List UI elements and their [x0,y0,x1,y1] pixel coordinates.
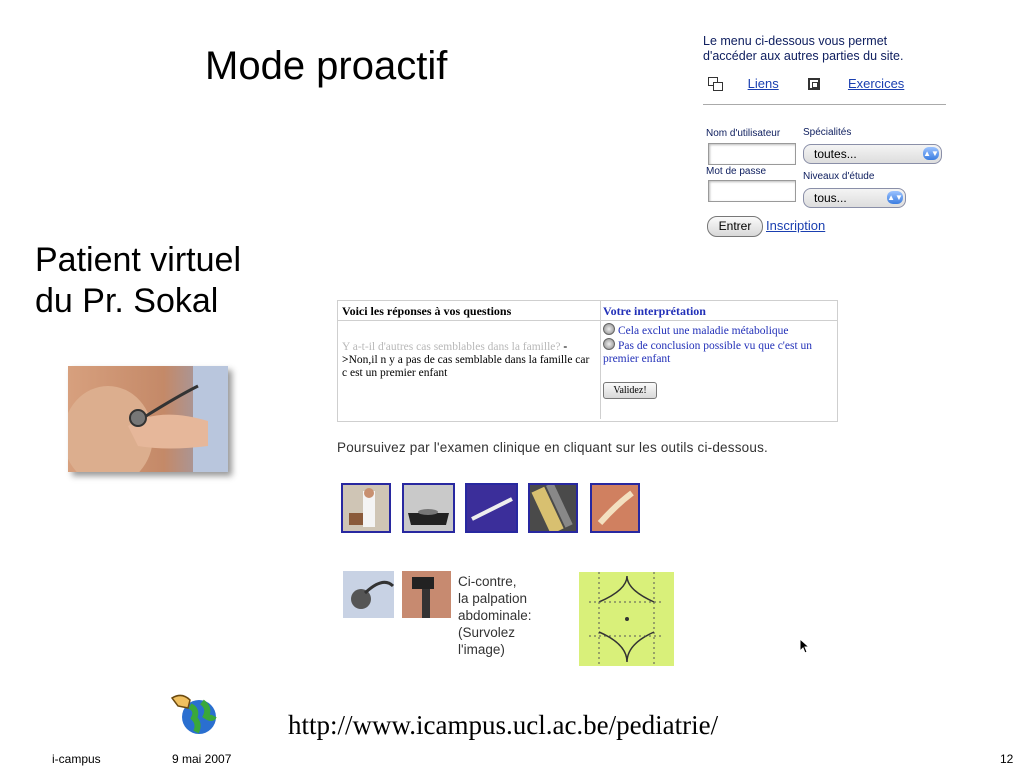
subtitle-line-1: Patient virtuel [35,241,241,279]
option-1-label: Cela exclut une maladie métabolique [618,325,789,337]
menu-divider [703,104,946,105]
response-text [342,341,592,380]
stethoscope-image[interactable] [343,571,394,618]
password-label: Mot de passe [706,166,767,177]
menu-intro [703,34,963,64]
measuring-ruler-tool[interactable] [528,483,578,533]
windows-icon [708,77,724,91]
footer-date: 9 mai 2007 [172,752,232,766]
caption-line: (Survolez [458,625,516,640]
weighing-scale-tool[interactable] [402,483,455,533]
responses-header: Voici les réponses à vos questions [342,304,512,318]
signup-link[interactable]: Inscription [766,218,826,233]
radio-button-icon[interactable] [603,338,615,350]
doctor-examining-tool[interactable] [341,483,391,533]
specialties-select[interactable] [803,144,942,164]
palpation-caption [458,573,532,658]
answer-arrow: -> [342,341,568,366]
link-exercices[interactable]: Exercices [847,76,905,92]
password-field[interactable] [708,180,796,202]
interpretation-options [603,323,833,366]
enter-button[interactable]: Entrer [707,216,763,237]
reflex-hammer-tool[interactable] [590,483,640,533]
caption-line: la palpation [458,591,528,606]
level-label: Niveaux d'étude [803,171,875,182]
level-value: tous... [814,191,847,205]
select-arrows-icon: ▲▼ [887,193,903,202]
specialties-value: toutes... [814,147,857,161]
globe-hand-icon [170,690,218,738]
question-text: Y a-t-il d'autres cas semblables dans la famille? [342,341,561,353]
table-divider [338,320,837,321]
target-icon [808,78,820,90]
menu-intro-line-1: Le menu ci-dessous vous permet [703,34,888,48]
slide-subtitle [35,240,241,322]
answer-text: Non,il n y a pas de cas semblable dans la famille car c est un premier enfant [342,354,590,379]
caption-line: l'image) [458,642,505,657]
username-field[interactable] [708,143,796,165]
mouse-cursor-icon [799,638,811,659]
subtitle-line-2: du Pr. Sokal [35,282,219,320]
light-pen-tool[interactable] [465,483,518,533]
option-2[interactable] [603,338,833,366]
caption-line: abdominale: [458,608,532,623]
slide-title: Mode proactif [205,44,448,88]
specialties-label: Spécialités [803,127,852,138]
interpretation-header: Votre interprétation [603,304,706,318]
page-number: 12 [1000,752,1014,766]
option-1[interactable] [603,323,833,338]
menu-intro-line-2: d'accéder aux autres parties du site. [703,49,904,63]
footer-left: i-campus [52,752,101,766]
otoscope-image[interactable] [402,571,451,618]
select-arrows-icon: ▲▼ [923,149,939,158]
abdomen-palpation-image[interactable] [579,572,674,666]
site-url[interactable]: http://www.icampus.ucl.ac.be/pediatrie/ [288,710,719,740]
responses-table [337,300,838,422]
validate-button[interactable]: Validez! [603,382,657,399]
option-2-label: Pas de conclusion possible vu que c'est un premier enfant [603,340,813,365]
menu-links [708,75,904,91]
stethoscope-photo [68,366,228,472]
username-label: Nom d'utilisateur [706,128,781,139]
table-divider [600,301,601,419]
exam-prompt: Poursuivez par l'examen clinique en cliquant sur les outils ci-dessous. [337,440,768,455]
radio-button-icon[interactable] [603,323,615,335]
level-select[interactable] [803,188,906,208]
caption-line: Ci-contre, [458,574,517,589]
link-liens[interactable]: Liens [747,76,779,92]
